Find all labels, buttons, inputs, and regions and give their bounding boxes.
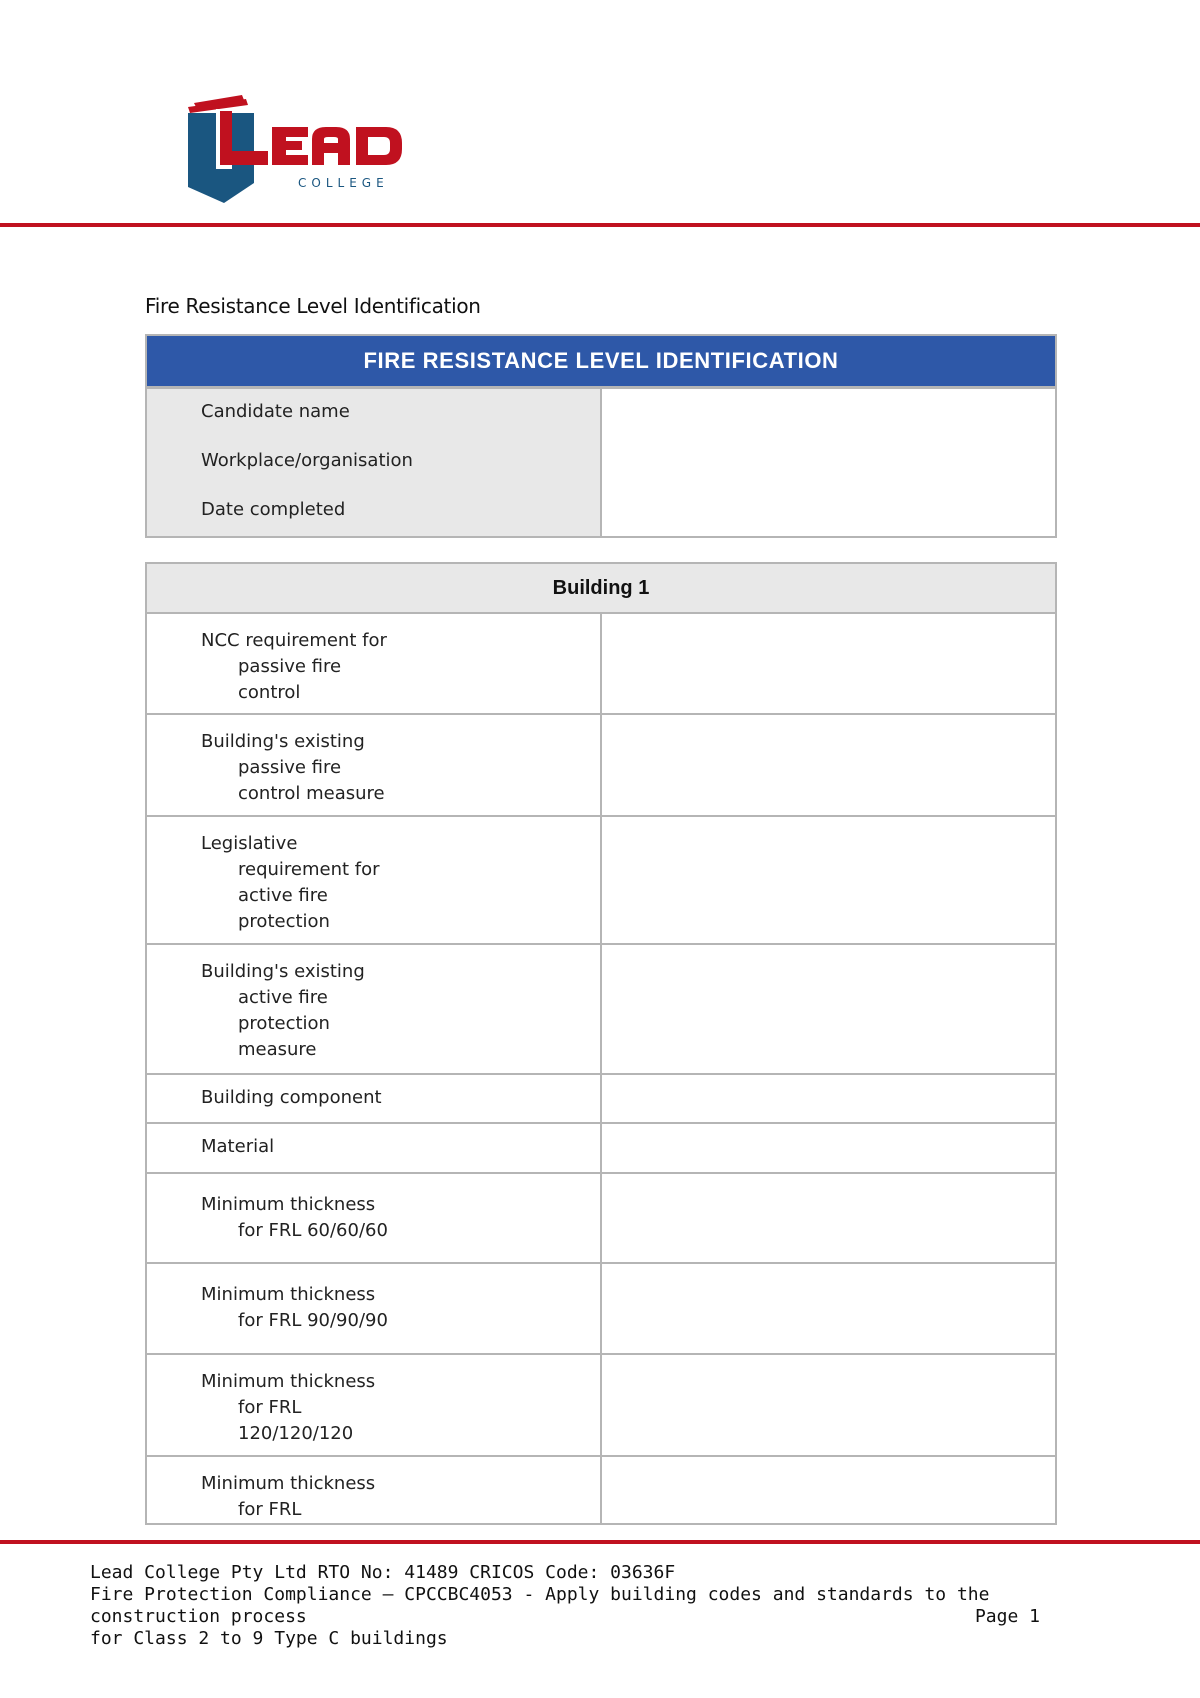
row-value-field[interactable] [601,1456,1056,1524]
row-value-field[interactable] [601,714,1056,816]
row-value-field[interactable] [601,1354,1056,1456]
footer-class-line: for Class 2 to 9 Type C buildings [90,1628,448,1649]
row-value-field[interactable] [601,944,1056,1074]
row-value-field[interactable] [601,816,1056,944]
building-table [145,562,1057,1525]
identification-labels [146,388,601,538]
footer-divider [0,1540,1200,1544]
row-label: Building's existing active fire protection measure [146,944,601,1074]
row-value-field[interactable] [601,1263,1056,1354]
row-value-field[interactable] [601,1123,1056,1173]
row-label: Building's existing passive fire control measure [146,714,601,816]
row-value-field[interactable] [601,1173,1056,1263]
row-value-field[interactable] [601,1074,1056,1123]
row-label: Legislative requirement for active fire protection [146,816,601,944]
row-label: NCC requirement for passive fire control [146,613,601,714]
header-divider [0,223,1200,227]
identification-entry-field[interactable] [601,388,1056,538]
row-label: Building component [146,1074,601,1123]
row-label: Minimum thickness for FRL [146,1456,601,1524]
page-number: Page 1 [974,1606,1040,1627]
row-label: Minimum thickness for FRL 60/60/60 [146,1173,601,1263]
section-title: Fire Resistance Level Identification [145,294,481,318]
row-value-field[interactable] [601,613,1056,714]
row-label: Minimum thickness for FRL 120/120/120 [146,1354,601,1456]
footer-unit-line: Fire Protection Compliance – CPCCBC4053 - Apply building codes and standards to the construction process [90,1584,990,1627]
svg-text:COLLEGE: COLLEGE [298,176,389,190]
identification-table-title: FIRE RESISTANCE LEVEL IDENTIFICATION [146,335,1056,388]
building-table-title: Building 1 [146,563,1056,613]
footer-rto-line: Lead College Pty Ltd RTO No: 41489 CRICOS Code: 03636F [90,1562,676,1583]
date-completed-label: Date completed [201,499,346,520]
candidate-name-label: Candidate name [201,401,350,422]
row-label: Material [146,1123,601,1173]
lead-college-logo [186,95,436,205]
row-label: Minimum thickness for FRL 90/90/90 [146,1263,601,1354]
identification-table [145,334,1057,538]
page-footer [90,1562,1080,1650]
workplace-label: Workplace/organisation [201,450,413,471]
